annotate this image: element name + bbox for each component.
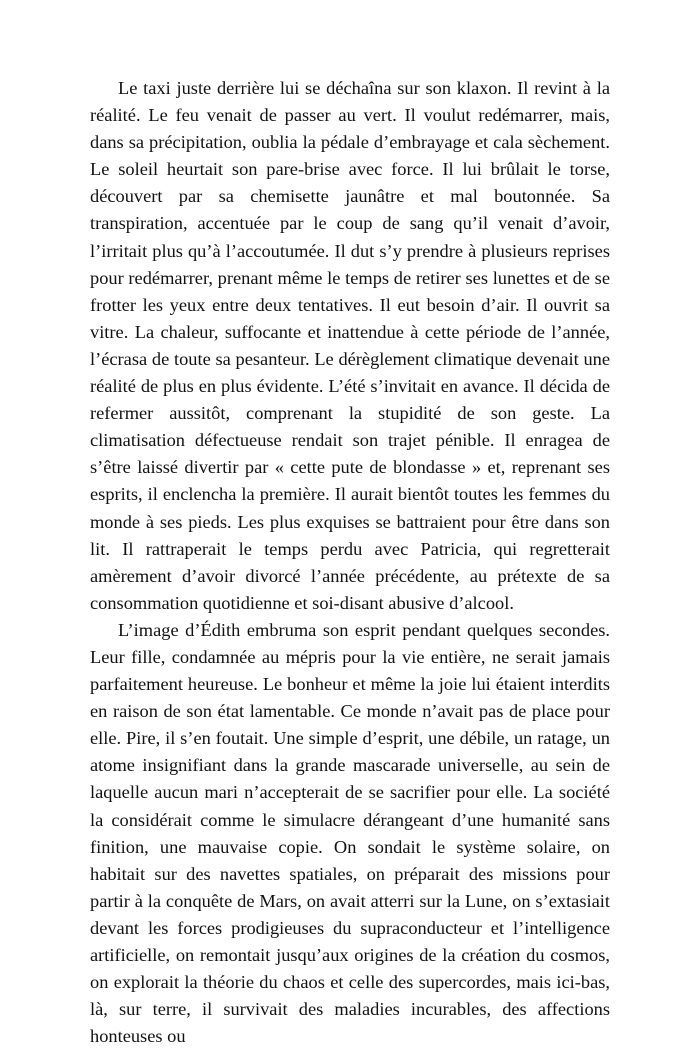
paragraph-2: L’image d’Édith embruma son esprit pendant quelques secondes. Leur fille, condamnée au mépris pour la vie entière, ne serait jamais parfaitement heureuse. Le bonheur et même la joie lui étaient interdits en raison de son état lamentable. Ce monde n’avait pas de place pour elle. Pire, il s’en foutait. Une simple d’esprit, une débile, un ratage, un atome insignifiant dans la grande mascarade universelle, au sein de laquelle aucun mari n’accepterait de se sacrifier pour elle. La société la considérait comme le simulacre dérangeant d’une humanité sans finition, une mauvaise copie. On sondait le système solaire, on habitait sur des navettes spatiales, on préparait des missions pour partir à la conquête de Mars, on avait atterri sur la Lune, on s’extasiait devant les forces prodigieuses du supraconducteur et l’intelligence artificielle, on remontait jusqu’aux origines de la création du cosmos, on explorait la théorie du chaos et celle des supercordes, mais ici-bas, là, sur terre, il survivait des maladies incurables, des affections honteuses ou (90, 619, 610, 1047)
page-body (90, 75, 610, 1050)
paragraph-1: Le taxi juste derrière lui se déchaîna sur son klaxon. Il revint à la réalité. Le feu venait de passer au vert. Il voulut redémarrer, mais, dans sa précipitation, oublia la pédale d’embrayage et cala sèchement. Le soleil heurtait son pare-brise avec force. Il lui brûlait le torse, découvert par sa chemisette jaunâtre et mal boutonnée. Sa transpiration, accentuée par le coup de sang qu’il venait d’avoir, l’irritait plus qu’à l’accoutumée. Il dut s’y prendre à plusieurs reprises pour redémarrer, prenant même le temps de retirer ses lunettes et de se frotter les yeux entre deux tentatives. Il eut besoin d’air. Il ouvrit sa vitre. La chaleur, suffocante et inattendue à cette période de l’année, l’écrasa de toute sa pesanteur. Le dérèglement climatique devenait une réalité de plus en plus évidente. L’été s’invitait en avance. Il décida de refermer aussitôt, comprenant la stupidité de son geste. La climatisation défectueuse rendait son trajet pénible. Il enragea de s’être laissé divertir par « cette pute de blondasse » et, reprenant ses esprits, il enclencha la première. Il aurait bientôt toutes les femmes du monde à ses pieds. Les plus exquises se battraient pour être dans son lit. Il rattraperait le temps perdu avec Patricia, qui regretterait amèrement d’avoir divorcé l’année précédente, au prétexte de sa consommation quotidienne et soi-disant abusive d’alcool. (90, 78, 610, 613)
